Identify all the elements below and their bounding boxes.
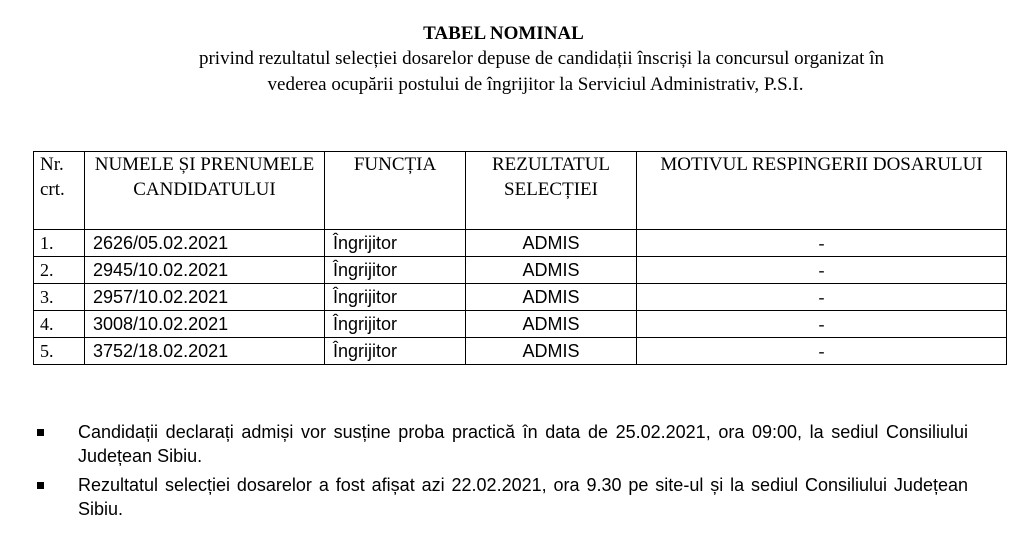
note-text: Candidații declarați admiși vor susține proba practică în data de 25.02.2021, ora 09:00, la sediul Consiliului Județean Sibiu. xyxy=(78,422,968,466)
square-bullet-icon xyxy=(37,429,44,436)
header-function: FUNCȚIA xyxy=(325,152,466,230)
cell-nr: 2. xyxy=(34,257,85,284)
cell-reason: - xyxy=(637,338,1007,365)
cell-result: ADMIS xyxy=(466,311,637,338)
table-header-row xyxy=(34,152,1007,230)
cell-result: ADMIS xyxy=(466,284,637,311)
list-item xyxy=(33,420,968,468)
cell-candidate: 2945/10.02.2021 xyxy=(85,257,325,284)
table-row xyxy=(34,311,1007,338)
header-rejection-reason: MOTIVUL RESPINGERII DOSARULUI xyxy=(637,152,1007,230)
cell-nr: 5. xyxy=(34,338,85,365)
cell-function: Îngrijitor xyxy=(325,311,466,338)
subtitle-line-1: privind rezultatul selecției dosarelor depuse de candidații înscriși la concursul organizat în xyxy=(198,48,884,69)
header-nr-crt: Nr. crt. xyxy=(34,152,85,230)
cell-function: Îngrijitor xyxy=(325,257,466,284)
subtitle-line-2: vederea ocupării postului de îngrijitor la Serviciul Administrativ, P.S.I. xyxy=(267,74,804,95)
table-row xyxy=(34,338,1007,365)
cell-candidate: 3752/18.02.2021 xyxy=(85,338,325,365)
cell-reason: - xyxy=(637,284,1007,311)
square-bullet-icon xyxy=(37,482,44,489)
document-header xyxy=(0,22,1015,98)
note-text: Rezultatul selecției dosarelor a fost afișat azi 22.02.2021, ora 9.30 pe site-ul și la sediul Consiliului Județean Sibiu. xyxy=(78,475,968,519)
cell-result: ADMIS xyxy=(466,230,637,257)
cell-candidate: 3008/10.02.2021 xyxy=(85,311,325,338)
cell-candidate: 2626/05.02.2021 xyxy=(85,230,325,257)
cell-nr: 3. xyxy=(34,284,85,311)
table-row xyxy=(34,257,1007,284)
cell-nr: 1. xyxy=(34,230,85,257)
notes-list xyxy=(33,420,968,526)
candidates-table xyxy=(33,151,1007,365)
header-selection-result: REZULTATUL SELECȚIEI xyxy=(466,152,637,230)
cell-reason: - xyxy=(637,230,1007,257)
document-subtitle xyxy=(0,46,1015,98)
table-row xyxy=(34,230,1007,257)
cell-reason: - xyxy=(637,257,1007,284)
cell-nr: 4. xyxy=(34,311,85,338)
cell-function: Îngrijitor xyxy=(325,338,466,365)
cell-candidate: 2957/10.02.2021 xyxy=(85,284,325,311)
cell-result: ADMIS xyxy=(466,257,637,284)
cell-function: Îngrijitor xyxy=(325,230,466,257)
list-item xyxy=(33,473,968,521)
document-title: TABEL NOMINAL xyxy=(423,23,584,44)
cell-reason: - xyxy=(637,311,1007,338)
cell-result: ADMIS xyxy=(466,338,637,365)
table-row xyxy=(34,284,1007,311)
cell-function: Îngrijitor xyxy=(325,284,466,311)
header-candidate-name: NUMELE ȘI PRENUMELE CANDIDATULUI xyxy=(85,152,325,230)
